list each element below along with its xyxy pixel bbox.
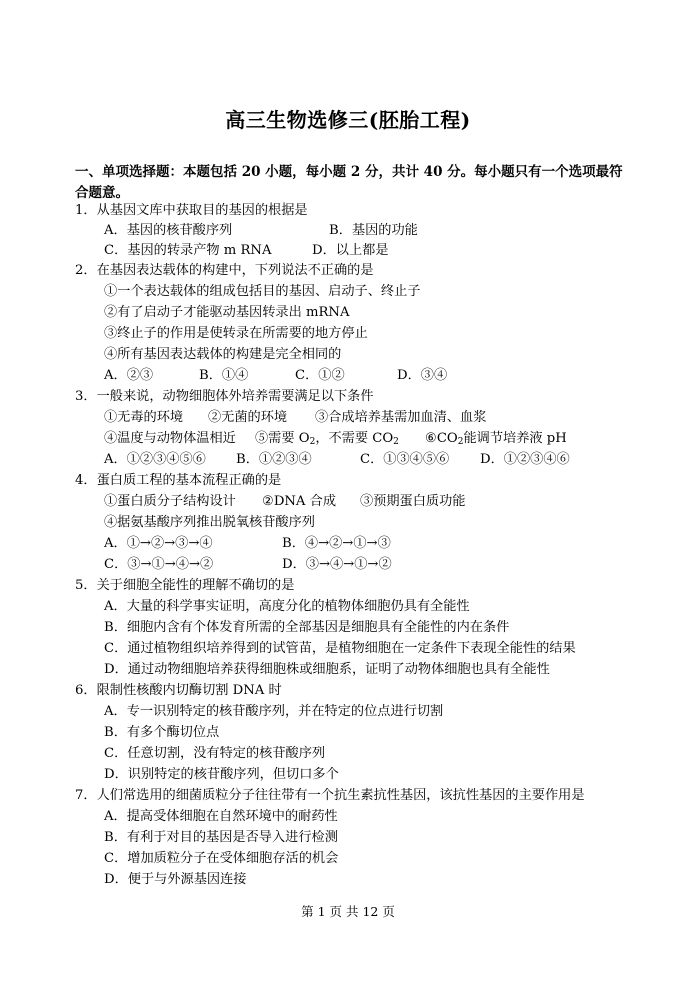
option-a: A．专一识别特定的核苷酸序列，并在特定的位点进行切割	[104, 704, 444, 719]
option-c: C．①③④⑤⑥	[360, 452, 450, 467]
question-stem: 7．人们常选用的细菌质粒分子往往带有一个抗生素抗性基因，该抗性基因的主要作用是	[75, 788, 585, 803]
section-header: 一、单项选择题：本题包括 20 小题，每小题 2 分，共计 40 分。每小题只有一个选项最符合题意。	[75, 164, 623, 201]
question-stem: 3．一般来说，动物细胞体外培养需要满足以下条件	[75, 389, 374, 404]
option-c: C．③→①→④→②	[104, 557, 214, 572]
option-row	[104, 450, 570, 470]
option-b: B．有利于对目的基因是否导入进行检测	[104, 830, 338, 845]
option-c: C．①②	[295, 368, 345, 383]
option-b: B．有多个酶切位点	[104, 725, 220, 740]
option-a: A．基因的核苷酸序列	[104, 223, 233, 238]
option-b: B．基因的功能	[329, 223, 418, 238]
statement-row	[104, 408, 486, 428]
option-a: A．大量的科学事实证明，高度分化的植物体细胞仍具有全能性	[104, 599, 470, 614]
option-d: D．识别特定的核苷酸序列，但切口多个	[104, 767, 339, 782]
option-c: C．增加质粒分子在受体细胞存活的机会	[104, 851, 339, 866]
option-d: D．③→④→①→②	[282, 557, 392, 572]
page-title: 高三生物选修三(胚胎工程)	[225, 108, 471, 132]
option-b: B．①④	[199, 368, 249, 383]
statement: ⑤需要 $O_2$，不需要 $CO_2$	[255, 431, 399, 447]
statement: ③预期蛋白质功能	[360, 494, 466, 509]
option-row	[104, 221, 418, 241]
option-d: D．①②③④⑥	[480, 452, 570, 467]
statement: ②有了启动子才能驱动基因转录出 mRNA	[104, 305, 350, 320]
page-footer: 第 1 页 共 12 页	[301, 904, 395, 919]
option-c: C．任意切割，没有特定的核苷酸序列	[104, 746, 326, 761]
statement: ①无毒的环境	[104, 410, 184, 425]
option-c: C．通过植物组织培养得到的试管苗，是植物细胞在一定条件下表现全能性的结果	[104, 641, 576, 656]
statement: ③终止子的作用是使转录在所需要的地方停止	[104, 326, 368, 341]
option-d: D．通过动物细胞培养获得细胞株或细胞系，证明了动物体细胞也具有全能性	[104, 662, 550, 677]
question-stem: 4．蛋白质工程的基本流程正确的是	[75, 473, 282, 488]
option-row	[104, 534, 391, 554]
statement: ④据氨基酸序列推出脱氧核苷酸序列	[104, 515, 315, 530]
option-row	[104, 241, 389, 261]
question-stem: 2．在基因表达载体的构建中，下列说法不正确的是	[75, 263, 374, 278]
option-b: B．细胞内含有个体发育所需的全部基因是细胞具有全能性的内在条件	[104, 620, 510, 635]
option-a: A．②③	[104, 368, 154, 383]
statement: ③合成培养基需加血清、血浆	[315, 410, 487, 425]
statement: $⑥CO_2$能调节培养液 pH	[425, 431, 567, 447]
statement: ②无菌的环境	[208, 410, 288, 425]
option-a: A．①②③④⑤⑥	[104, 452, 206, 467]
option-row	[104, 366, 447, 386]
option-d: D．便于与外源基因连接	[104, 872, 247, 887]
statement: ④所有基因表达载体的构建是完全相同的	[104, 347, 342, 362]
option-b: B．①②③④	[236, 452, 312, 467]
statement: ①蛋白质分子结构设计	[104, 494, 236, 509]
statement: ④温度与动物体温相近	[104, 431, 236, 446]
option-d: D．以上都是	[312, 243, 389, 258]
statement: ②DNA 合成	[262, 494, 337, 509]
question-stem: 1．从基因文库中获取目的基因的根据是	[75, 203, 308, 218]
statement-row	[104, 492, 466, 512]
statement-row	[104, 429, 567, 452]
question-stem: 5．关于细胞全能性的理解不确切的是	[75, 578, 295, 593]
statement: ①一个表达载体的组成包括目的基因、启动子、终止子	[104, 284, 421, 299]
option-a: A．①→②→③→④	[104, 536, 213, 551]
option-a: A．提高受体细胞在自然环境中的耐药性	[104, 809, 338, 824]
question-stem: 6．限制性核酸内切酶切割 DNA 时	[75, 683, 282, 698]
option-b: B．④→②→①→③	[282, 536, 391, 551]
option-row	[104, 555, 392, 575]
option-c: C．基因的转录产物 m RNA	[104, 243, 272, 258]
option-d: D．③④	[397, 368, 448, 383]
